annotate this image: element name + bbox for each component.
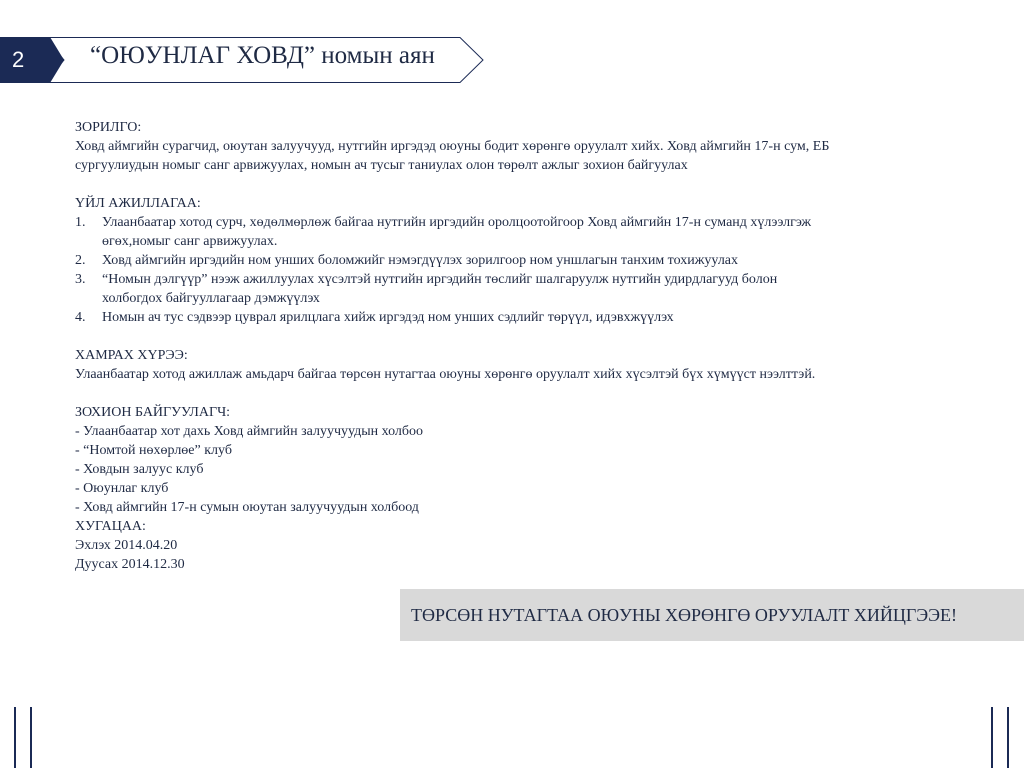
decor-line-right-2: [1007, 707, 1009, 768]
call-to-action-text: ТӨРСӨН НУТАГТАА ОЮУНЫ ХӨРӨНГӨ ОРУУЛАЛТ ХИЙЦГЭЭЕ!: [411, 605, 958, 625]
decor-line-left-2: [30, 707, 32, 768]
activities-heading: ҮЙЛ АЖИЛЛАГАА:: [75, 196, 201, 211]
scope-text: Улаанбаатар хотод ажиллаж амьдарч байгаа төрсөн нутагтаа оюуны хөрөнгө оруулалт хийх хүсэлтэй бүх хүмүүст нээлттэй.: [75, 367, 816, 382]
decor-line-left-1: [14, 707, 16, 768]
goal-line-1: Ховд аймгийн сурагчид, оюутан залуучууд, нутгийн иргэдэд оюуны бодит хөрөнгө оруулалт хийх. Ховд аймгийн 17-н сум, ЕБ: [75, 139, 830, 154]
activity-text-cont: холбогдох байгууллагаар дэмжүүлэх: [102, 291, 320, 306]
organizers-heading: ЗОХИОН БАЙГУУЛАГЧ:: [75, 405, 231, 420]
activity-number: 3.: [75, 272, 86, 287]
activity-item: [75, 213, 945, 251]
activity-text-cont: өгөх,номыг санг арвижуулах.: [102, 234, 278, 249]
goal-line-2: сургуулиудын номыг санг арвижуулах, номын ач тусыг таниулах олон төрөлт ажлыг зохион байгуулах: [75, 158, 688, 173]
organizer-item: - Ховдын залуус клуб: [75, 462, 204, 477]
duration-heading: ХУГАЦАА:: [75, 519, 146, 534]
scope-heading: ХАМРАХ ХҮРЭЭ:: [75, 348, 188, 363]
organizer-item: - Ховд аймгийн 17-н сумын оюутан залуучуудын холбоод: [75, 500, 419, 515]
decor-line-right-1: [991, 707, 993, 768]
goal-heading: ЗОРИЛГО:: [75, 120, 142, 135]
duration-end: Дуусах 2014.12.30: [75, 557, 185, 572]
activity-text: Ховд аймгийн иргэдийн ном унших боломжийг нэмэгдүүлэх зорилгоор ном уншлагын танхим тохижуулах: [102, 253, 739, 268]
call-to-action-banner: [400, 589, 1024, 641]
activities-list: [75, 213, 945, 327]
activity-text: Улаанбаатар хотод сурч, хөдөлмөрлөж байгаа нутгийн иргэдийн оролцоотойгоор Ховд аймгийн 17-н суманд хүлээлгэж: [102, 215, 812, 230]
activity-text: “Номын дэлгүүр” нээж ажиллуулах хүсэлтэй нутгийн иргэдийн төслийг шалгаруулж нутгийн удирдлагууд болон: [102, 272, 778, 287]
organizer-item: - Улаанбаатар хот дахь Ховд аймгийн залуучуудын холбоо: [75, 424, 424, 439]
slide-number-badge: [0, 37, 50, 83]
slide-number: 2: [12, 47, 25, 72]
activity-item: [75, 251, 945, 270]
activity-number: 4.: [75, 310, 86, 325]
organizer-item: - “Номтой нөхөрлөе” клуб: [75, 443, 232, 458]
activity-text: Номын ач тус сэдвээр цуврал ярилцлага хийж иргэдэд ном унших сэдлийг төрүүл, идэвхжүүлэх: [102, 310, 674, 325]
page-title: “ОЮУНЛАГ ХОВД” номын аян: [90, 42, 435, 69]
slide-content: [75, 118, 945, 574]
activity-number: 2.: [75, 253, 86, 268]
slide-number-arrow: [45, 37, 67, 83]
activity-item: [75, 308, 945, 327]
activity-item: [75, 270, 945, 308]
duration-start: Эхлэх 2014.04.20: [75, 538, 178, 553]
organizer-item: - Оюунлаг клуб: [75, 481, 169, 496]
activity-number: 1.: [75, 215, 86, 230]
